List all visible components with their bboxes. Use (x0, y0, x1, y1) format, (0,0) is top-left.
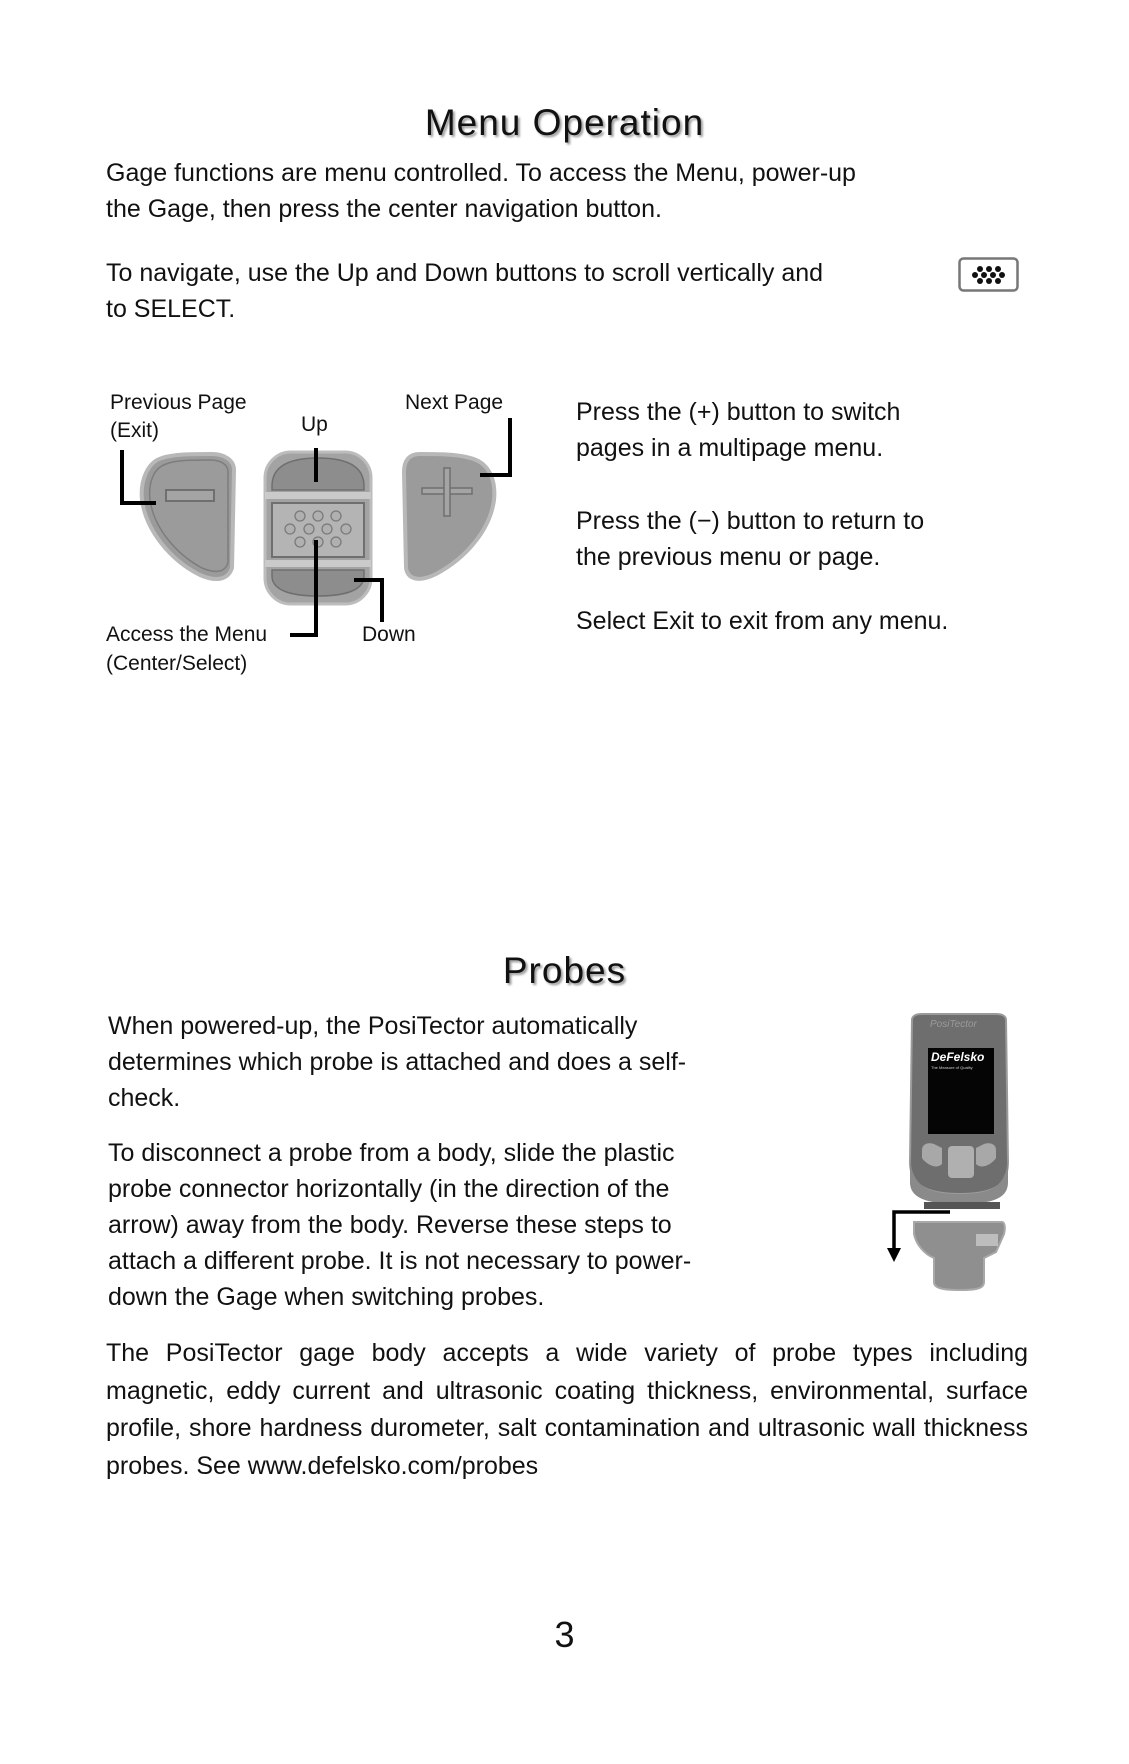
up-label: Up (301, 413, 328, 436)
menu-instructions (576, 394, 948, 639)
navigate-line-text: To navigate, use the Up and Down buttons to scroll vertically and (106, 259, 824, 287)
probes-para2-line: down the Gage when switching probes. (108, 1283, 545, 1311)
probes-heading: Probes (502, 950, 627, 991)
plus-instruction-line: pages in a multipage menu. (576, 434, 884, 462)
menu-intro-line: Gage functions are menu controlled. To access the Menu, power-up (106, 159, 856, 187)
page-number: 3 (554, 1614, 575, 1655)
center-select-button-icon (958, 257, 1020, 298)
minus-button-graphic (142, 454, 234, 579)
probes-para2-line: arrow) away from the body. Reverse these steps to (108, 1211, 672, 1239)
probes-paragraph-3: The PosiTector gage body accepts a wide variety of probe types including magnetic, eddy current and ultrasonic coating thickness, environmental, surface profile, shore hardness durometer, salt contamination and ultrasonic wall thickness probes. See www.defelsko.com/probes (106, 1339, 1028, 1480)
minus-instruction-line: the previous menu or page. (576, 543, 881, 571)
probes-para2-line: probe connector horizontally (in the direction of the (108, 1175, 670, 1203)
probes-paragraph-1 (108, 1008, 686, 1116)
positector-device-image (884, 1012, 1014, 1297)
plus-button-graphic (404, 454, 494, 579)
previous-page-label: Previous Page (110, 391, 247, 414)
exit-instruction-line: Select Exit to exit from any menu. (576, 607, 949, 635)
access-menu-label: Access the Menu (106, 623, 268, 646)
device-tagline-text: The Measure of Quality (931, 1065, 973, 1070)
device-brand-text: PosiTector (930, 1019, 977, 1030)
device-logo-text: DeFelsko (931, 1050, 985, 1064)
minus-instruction-line: Press the (−) button to return to (576, 507, 925, 535)
probes-para2-line: To disconnect a probe from a body, slide the plastic (108, 1139, 675, 1167)
navigate-paragraph (106, 255, 1036, 327)
menu-intro-paragraph (106, 155, 856, 227)
plus-instruction-line: Press the (+) button to switch (576, 398, 901, 426)
navigate-line: to SELECT. (106, 295, 236, 323)
down-label: Down (362, 623, 416, 646)
probes-para1-line: check. (108, 1084, 181, 1112)
button-diagram (100, 390, 540, 690)
probes-paragraph-2 (108, 1135, 691, 1315)
navigate-line (106, 255, 1036, 291)
menu-operation-heading: Menu Operation (424, 102, 705, 143)
probes-para1-line: When powered-up, the PosiTector automatically (108, 1012, 638, 1040)
probes-para2-line: attach a different probe. It is not necessary to power- (108, 1247, 692, 1275)
probes-para1-line: determines which probe is attached and does a self- (108, 1048, 687, 1076)
center-select-label: (Center/Select) (106, 652, 248, 675)
menu-intro-line: the Gage, then press the center navigation button. (106, 195, 662, 223)
exit-label: (Exit) (110, 419, 159, 442)
next-page-label: Next Page (405, 391, 504, 414)
